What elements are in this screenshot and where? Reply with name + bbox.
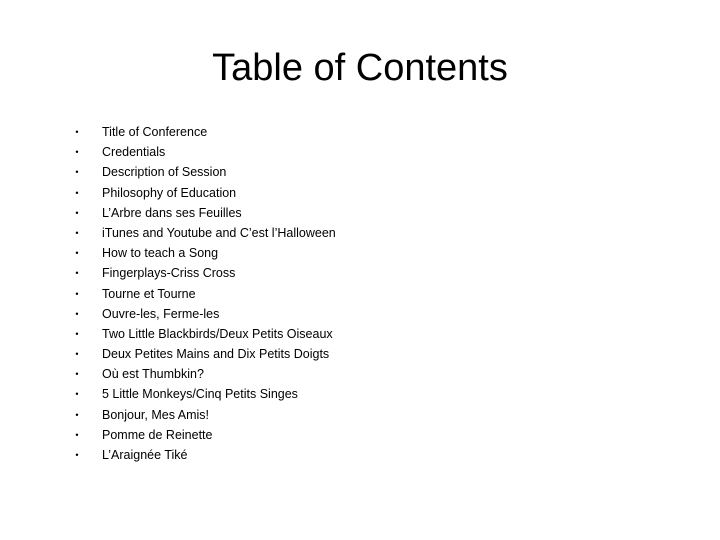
bullet-icon: •	[75, 268, 79, 279]
bullet-icon: •	[75, 288, 79, 299]
bullet-icon: •	[75, 349, 79, 360]
list-item	[72, 364, 672, 384]
list-item-label: Tourne et Tourne	[102, 286, 196, 301]
list-item-label: Credentials	[102, 145, 166, 160]
bullet-icon: •	[75, 409, 79, 420]
list-item-label: Deux Petites Mains and Dix Petits Doigts	[102, 347, 330, 362]
list-item	[72, 122, 672, 142]
bullet-icon: •	[75, 127, 79, 137]
list-item-label: iTunes and Youtube and C’est l’Halloween	[102, 225, 336, 240]
list-item	[72, 445, 672, 465]
bullet-icon: •	[75, 227, 79, 238]
list-item	[72, 284, 672, 304]
bullet-icon: •	[75, 147, 79, 158]
list-item	[72, 384, 672, 404]
bullet-icon: •	[75, 369, 79, 380]
list-item	[72, 183, 672, 203]
list-item-label: How to teach a Song	[102, 246, 219, 261]
list-item-label: Two Little Blackbirds/Deux Petits Oiseaux	[102, 326, 333, 341]
list-item-label: Philosophy of Education	[102, 185, 237, 200]
slide-title: Table of Contents	[212, 47, 508, 89]
bullet-icon: •	[75, 248, 79, 259]
list-item	[72, 203, 672, 223]
list-item-label: Pomme de Reinette	[102, 427, 213, 442]
list-item-label: Description of Session	[102, 165, 227, 180]
bullet-icon: •	[75, 167, 79, 178]
table-of-contents-list	[72, 122, 672, 465]
list-item	[72, 162, 672, 182]
list-item	[72, 344, 672, 364]
bullet-icon: •	[75, 328, 79, 339]
list-item-label: 5 Little Monkeys/Cinq Petits Singes	[102, 387, 298, 402]
list-item	[72, 425, 672, 445]
list-item-label: Bonjour, Mes Amis!	[102, 407, 209, 422]
list-item-label: L’Arbre dans ses Feuilles	[102, 205, 242, 220]
list-item	[72, 223, 672, 243]
list-item-label: Ouvre-les, Ferme-les	[102, 306, 220, 321]
list-item-label: Title of Conference	[102, 125, 208, 139]
list-item-label: L’Araignée Tiké	[102, 448, 188, 462]
list-item	[72, 304, 672, 324]
bullet-icon: •	[75, 187, 79, 198]
list-item-label: Où est Thumbkin?	[102, 367, 204, 382]
bullet-icon: •	[75, 389, 79, 400]
list-item	[72, 324, 672, 344]
bullet-icon: •	[75, 207, 79, 218]
bullet-icon: •	[75, 450, 79, 460]
list-item-label: Fingerplays-Criss Cross	[102, 266, 236, 281]
bullet-icon: •	[75, 429, 79, 440]
list-item	[72, 405, 672, 425]
bullet-icon: •	[75, 308, 79, 319]
list-item	[72, 243, 672, 263]
list-item	[72, 142, 672, 162]
list-item	[72, 263, 672, 283]
